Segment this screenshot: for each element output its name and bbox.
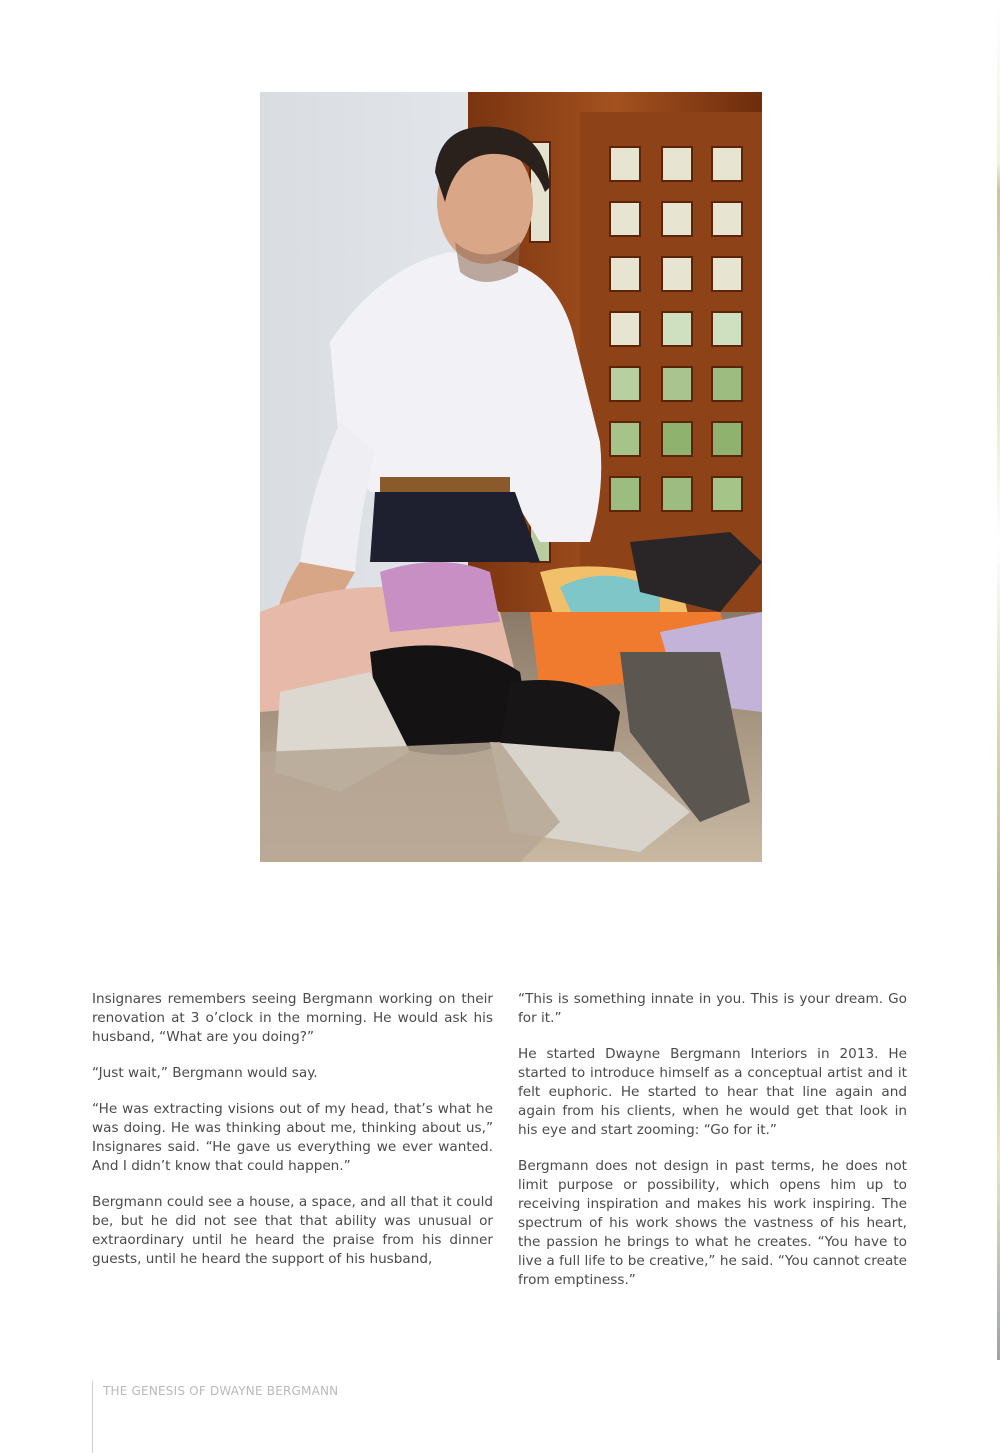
paragraph: Insignares remembers seeing Bergmann working on their renovation at 3 o’clock in the morning. He would ask his husband, “What are you doing?” bbox=[92, 991, 493, 1045]
paragraph: He started Dwayne Bergmann Interiors in 2013. He started to introduce himself as a conceptual artist and it felt euphoric. He started to hear that line again and again from his clients, when he would get that look in his eye and start zooming: “Go for it.” bbox=[518, 1046, 907, 1138]
running-title: THE GENESIS OF DWAYNE BERGMANN bbox=[103, 1384, 339, 1398]
footer-divider bbox=[92, 1381, 93, 1453]
paragraph: “This is something innate in you. This is your dream. Go for it.” bbox=[518, 991, 907, 1026]
article-column-right bbox=[518, 990, 907, 1307]
article-column-left bbox=[92, 990, 493, 1286]
paragraph: Bergmann could see a house, a space, and all that it could be, but he did not see that that ability was unusual or extraordinary until he heard the praise from his dinner guests, until he heard the support of his husband, bbox=[92, 1194, 493, 1267]
paragraph: Bergmann does not design in past terms, he does not limit purpose or possibility, which opens him up to receiving inspiration and makes his work inspiring. The spectrum of his work shows the vastness of his heart, the passion he brings to what he creates. “You have to live a full life to be creative,” he said. “You cannot create from emptiness.” bbox=[518, 1158, 907, 1288]
article-photo bbox=[260, 92, 762, 862]
paragraph: “He was extracting visions out of my head, that’s what he was doing. He was thinking about me, thinking about us,” Insignares said. “He gave us everything we ever wanted. And I didn’t know that could happen.” bbox=[92, 1101, 493, 1174]
paragraph: “Just wait,” Bergmann would say. bbox=[92, 1065, 318, 1081]
